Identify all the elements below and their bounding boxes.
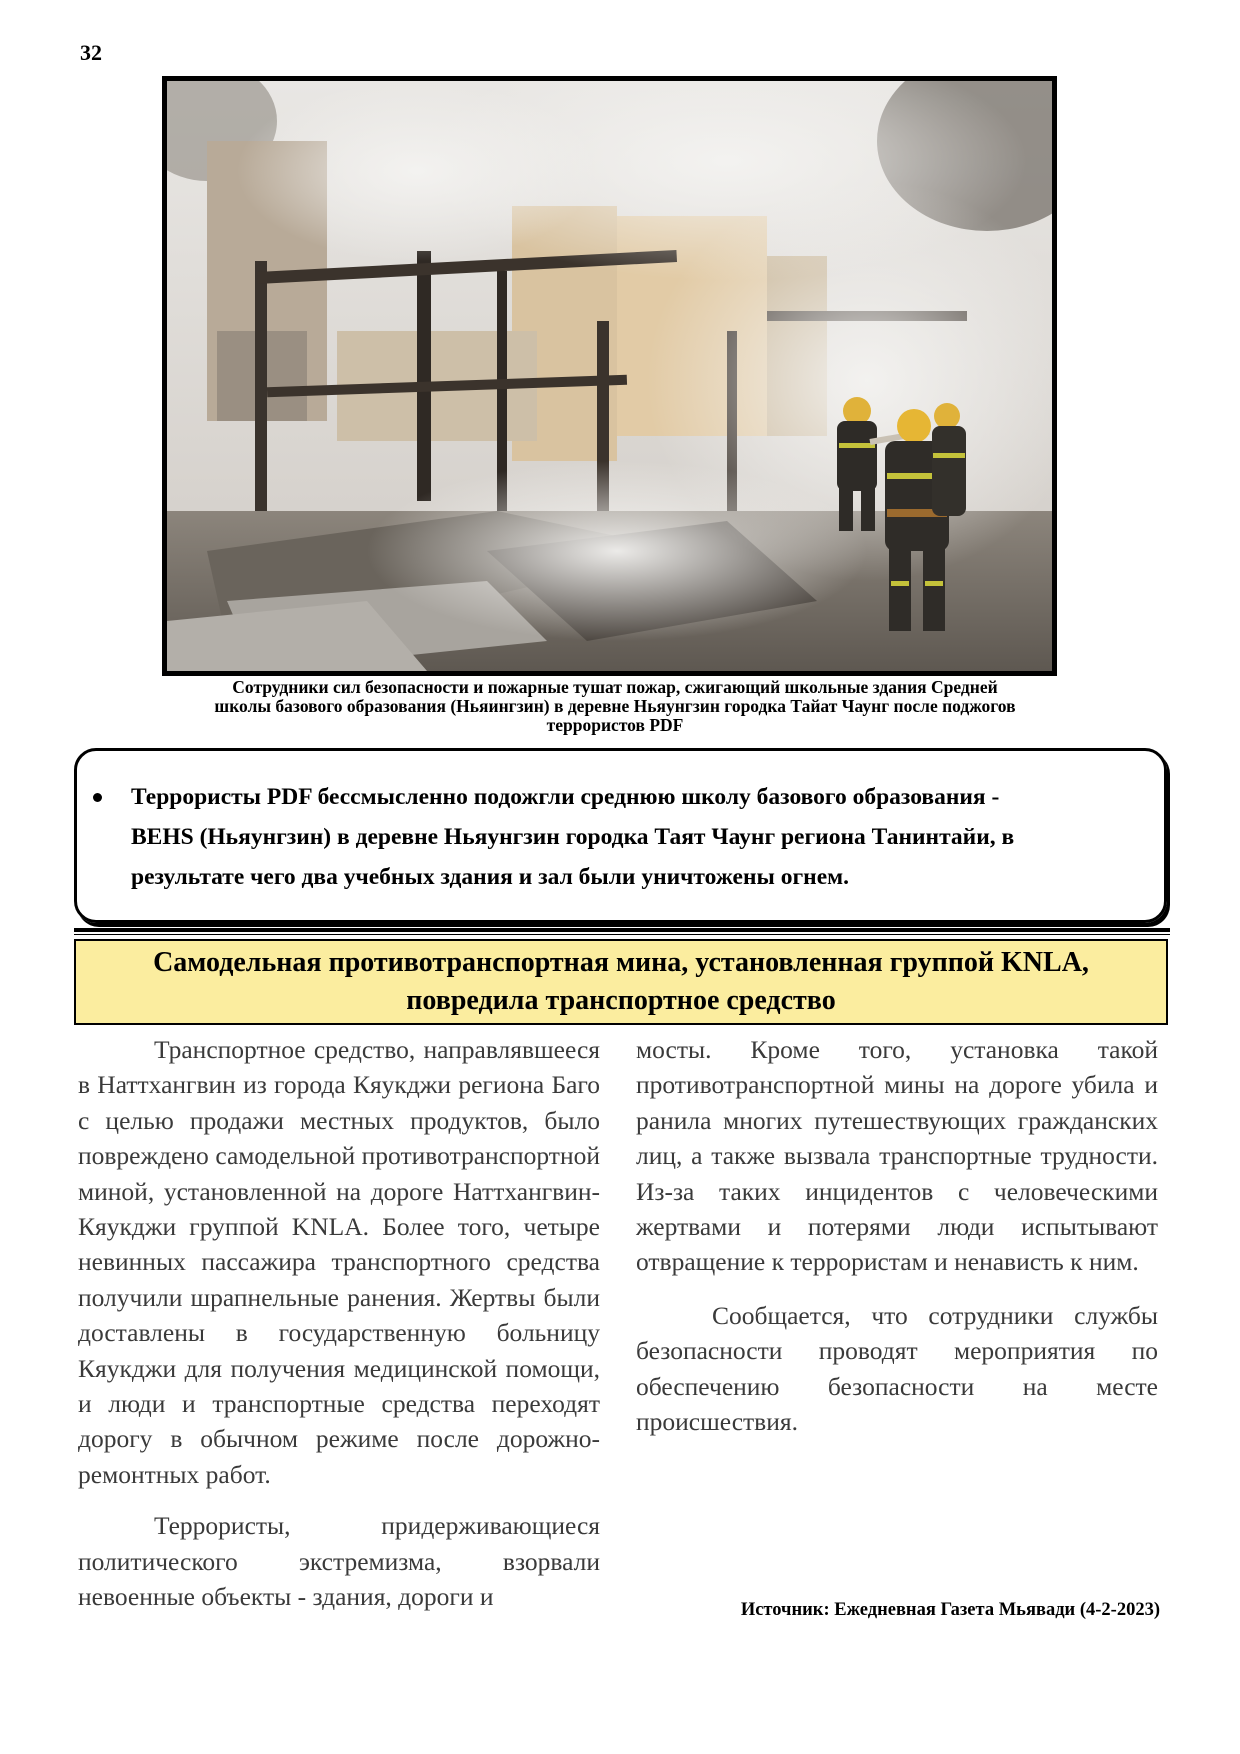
- divider-thick: [74, 928, 1170, 932]
- headline-line-2: повредила транспортное средство: [406, 985, 836, 1016]
- photo-caption: [120, 678, 1110, 735]
- article-paragraph-2-continued: мосты. Кроме того, установка такой противотранспортной мины на дороге убила и ранила многих путешествующих гражданских лиц, а также вызвала транспортные трудности. Из-за таких инцидентов с человеческими жертвами и потерями люди испытывают отвращение к террористам и ненависть к ним.: [636, 1035, 1158, 1277]
- bullet-dot-icon: [93, 793, 102, 802]
- headline-line-1: Самодельная противотранспортная мина, установленная группой KNLA,: [153, 947, 1089, 978]
- burning-school-photo: [162, 76, 1057, 676]
- summary-line-2: BEHS (Ньяунгзин) в деревне Ньяунгзин городка Таят Чаунг региона Танинтайи, в: [131, 824, 1015, 850]
- article-headline: [74, 939, 1168, 1025]
- summary-box: [74, 748, 1167, 923]
- summary-line-3: результате чего два учебных здания и зал были уничтожены огнем.: [131, 864, 850, 890]
- page-number: 32: [80, 40, 102, 65]
- article-paragraph-2-start: Террористы, придерживающиеся политического экстремизма, взорвали невоенные объекты - здания, дороги и: [78, 1511, 600, 1612]
- divider-thin: [74, 934, 1170, 935]
- summary-line-1: Террористы PDF бессмысленно подожгли среднюю школу базового образования -: [131, 784, 1000, 810]
- article-paragraph-3: Сообщается, что сотрудники службы безопасности проводят мероприятия по обеспечению безопасности на месте происшествия.: [636, 1300, 1158, 1437]
- article-column-left: [78, 1032, 600, 1615]
- source-credit: Источник: Ежедневная Газета Мьявади (4-2-2023): [740, 1600, 1160, 1620]
- caption-line-3: террористов PDF: [546, 715, 684, 735]
- photo-illustration: [167, 81, 1052, 671]
- article-paragraph-1: Транспортное средство, направлявшееся в Наттхангвин из города Кяукджи региона Баго с целью продажи местных продуктов, было повреждено самодельной противотранспортной миной, установленной на дороге Наттхангвин-Кяукджи группой KNLA. Более того, четыре невинных пассажира транспортного средства получили шрапнельные ранения. Жертвы были доставлены в государственную больницу Кяукджи для получения медицинской помощи, и люди и транспортные средства переходят дорогу в обычном режиме после дорожно-ремонтных работ.: [78, 1035, 600, 1489]
- article-column-right: [636, 1032, 1158, 1439]
- summary-list: [131, 777, 1146, 897]
- summary-item: [131, 777, 1146, 897]
- caption-line-1: Сотрудники сил безопасности и пожарные тушат пожар, сжигающий школьные здания Средней: [232, 677, 998, 697]
- caption-line-2: школы базового образования (Ньяингзин) в деревне Ньяунгзин городка Тайат Чаунг после поджогов: [214, 696, 1016, 716]
